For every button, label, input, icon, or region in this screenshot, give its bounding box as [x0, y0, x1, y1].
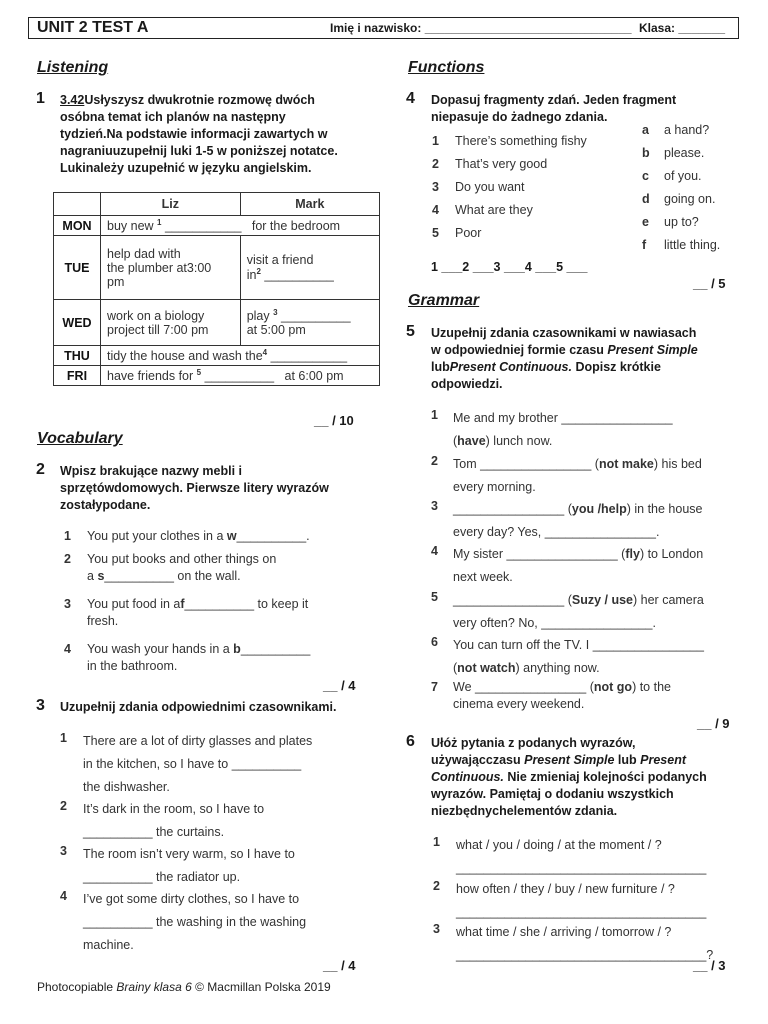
score-ex1: __ / 10: [314, 413, 354, 428]
match-left-column: [432, 133, 632, 248]
list-item[interactable]: Tom ________________ (not make) his bed every morning.: [453, 457, 702, 494]
exercise-6-instruction: Ułóż pytania z podanych wyrazów, używającczasu Present Simple lub Present Continuous. Nie zmieniaj kolejności podanych wyrazów. Pamiętaj o dodaniu wszystkich niezbędnychelementów zdania.: [431, 736, 707, 818]
exercise-number: 5: [406, 323, 415, 340]
answer-line[interactable]: 1 ___2 ___3 ___4 ___5 ___: [431, 260, 588, 274]
list-item[interactable]: Me and my brother ________________ (have) lunch now.: [453, 411, 673, 448]
gap-3[interactable]: play $^3$ __________ at 5:00 pm: [240, 300, 379, 346]
list-item: 4 What are they: [432, 203, 533, 217]
section-grammar-heading: Grammar: [408, 292, 480, 309]
exercise-2-instruction: Wpisz brakujące nazwy mebli i sprzętówdomowych. Pierwsze litery wyrazów zostałypodane.: [60, 464, 329, 512]
score-ex5: __ / 9: [697, 716, 730, 731]
list-item[interactable]: It’s dark in the room, so I have to __________ the curtains.: [83, 802, 265, 839]
table-header-empty: [54, 193, 101, 216]
section-vocabulary-heading: Vocabulary: [37, 430, 123, 447]
list-item[interactable]: how often / they / buy / new furniture / ? ____________________________________: [456, 882, 707, 919]
test-header: [28, 17, 739, 39]
name-field[interactable]: Imię i nazwisko: _______________________________: [330, 21, 632, 35]
score-ex4: __ / 5: [693, 276, 726, 291]
list-item[interactable]: You put your clothes in a w__________.: [87, 529, 310, 543]
table-header-liz: Liz: [101, 193, 241, 216]
gap-4[interactable]: tidy the house and wash the$^4$ ___________: [101, 346, 380, 366]
score-ex6: __ / 3: [693, 958, 726, 973]
list-item[interactable]: You put food in af__________ to keep it fresh.: [87, 597, 309, 628]
list-item: 1 There’s something fishy: [432, 134, 587, 148]
list-item[interactable]: what / you / doing / at the moment / ? ____________________________________: [456, 838, 707, 875]
footer-copyright: Photocopiable Brainy klasa 6 © Macmillan Polska 2019: [37, 980, 331, 994]
table-row: TUE help dad with the plumber at3:00 pm visit a friend $in^2$ __________: [54, 236, 380, 300]
score-ex3: __ / 4: [323, 958, 356, 973]
exercise-3-instruction: Uzupełnij zdania odpowiednimi czasownikami.: [60, 700, 337, 714]
list-item[interactable]: The room isn’t very warm, so I have to __________ the radiator up.: [83, 847, 295, 884]
exercise-number: 4: [406, 90, 415, 107]
class-field[interactable]: Klasa: _______: [639, 21, 726, 35]
list-item: d going on.: [642, 192, 716, 206]
list-item: f little thing.: [642, 238, 721, 252]
list-item[interactable]: My sister ________________ (fly) to London next week.: [453, 547, 704, 584]
list-item: e up to?: [642, 215, 699, 229]
table-row: THU tidy the house and wash the$^4$ ___________: [54, 346, 380, 366]
test-title: UNIT 2 TEST A: [37, 19, 149, 36]
list-item[interactable]: I’ve got some dirty clothes, so I have to __________ the washing in the washing machine.: [83, 892, 307, 952]
exercise-1-instruction: 3.42Usłyszysz dwukrotnie rozmowę dwóch osóbna temat ich planów na następny tydzień.Na podstawie informacji zawartych w nagraniuuzupełnij luki 1-5 w poniższej notatce. Lukinależy uzupełnić w języku angielskim.: [60, 93, 338, 175]
exercise-number: 2: [36, 461, 45, 478]
gap-2[interactable]: visit a friend $in^2$ __________: [240, 236, 379, 300]
list-item[interactable]: We ________________ (not go) to the cinema every weekend.: [453, 680, 671, 711]
table-row: MON buy new $^1$ ___________ for the bedroom: [54, 216, 380, 236]
gap-1[interactable]: buy new $^1$ ___________ for the bedroom: [101, 216, 380, 236]
table-row: FRI have friends for $^5$ __________ at 6:00 pm: [54, 366, 380, 386]
gap-5[interactable]: have friends for $^5$ __________ at 6:00 pm: [101, 366, 380, 386]
exercise-number: 3: [36, 697, 45, 714]
list-item: 5 Poor: [432, 226, 482, 240]
list-item[interactable]: You can turn off the TV. I ________________ (not watch) anything now.: [453, 638, 704, 675]
table-header-mark: Mark: [240, 193, 379, 216]
list-item[interactable]: ________________ (you /help) in the house every day? Yes, ________________.: [453, 502, 703, 539]
section-listening-heading: Listening: [37, 59, 109, 76]
list-item: b please.: [642, 146, 705, 160]
section-functions-heading: Functions: [408, 59, 485, 76]
score-ex2: __ / 4: [323, 678, 356, 693]
list-item[interactable]: You put books and other things on a s__________ on the wall.: [87, 552, 277, 583]
exercise-number: 6: [406, 733, 415, 750]
list-item: 2 That’s very good: [432, 157, 548, 171]
list-item[interactable]: There are a lot of dirty glasses and plates in the kitchen, so I have to __________ the dishwasher.: [83, 734, 313, 794]
exercise-4-instruction: Dopasuj fragmenty zdań. Jeden fragment niepasuje do żadnego zdania.: [431, 93, 677, 124]
list-item[interactable]: You wash your hands in a b__________ in the bathroom.: [87, 642, 311, 673]
list-item: a a hand?: [642, 123, 710, 137]
list-item[interactable]: ________________ (Suzy / use) her camera very often? No, ________________.: [453, 593, 704, 630]
table-row: WED work on a biology project till 7:00 pm play $^3$ __________ at 5:00 pm: [54, 300, 380, 346]
exercise-5-instruction: Uzupełnij zdania czasownikami w nawiasach w odpowiedniej formie czasu Present Simple lubPresent Continuous. Dopisz krótkie odpowiedzi.: [431, 326, 698, 391]
exercise-number: 1: [36, 90, 45, 107]
plans-table: [53, 192, 380, 386]
list-item: 3 Do you want: [432, 180, 525, 194]
list-item[interactable]: what time / she / arriving / tomorrow / ? ____________________________________?: [456, 925, 714, 962]
match-right-column: [642, 122, 742, 260]
list-item: c of you.: [642, 169, 702, 183]
